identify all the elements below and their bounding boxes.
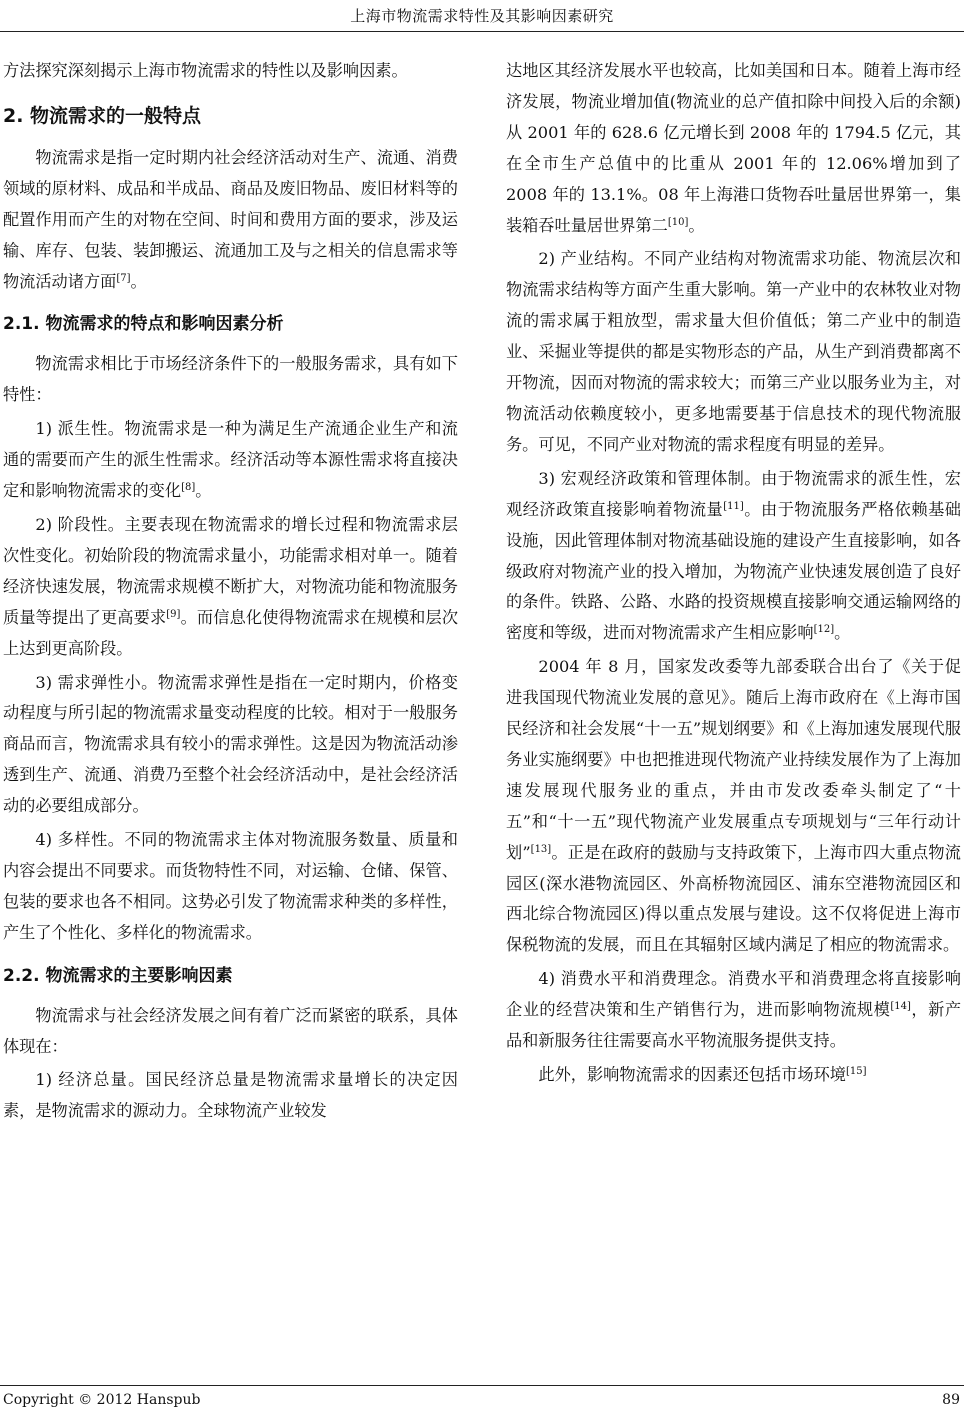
paragraph: 3) 宏观经济政策和管理体制。由于物流需求的派生性，宏观经济政策直接影响着物流量[11]。由于物流服务严格依赖基础设施，因此管理体制对物流基础设施的建设产生直接影响，如各级政府对物流产业的投入增加，为物流产业快速发展创造了良好的条件。铁路、公路、水路的投资规模直接影响交通运输网络的密度和等级，进而对物流需求产生相应影响[12]。 bbox=[506, 468, 961, 643]
section-heading: 2. 物流需求的一般特点 bbox=[3, 104, 202, 127]
running-header: 上海市物流需求特性及其影响因素研究 bbox=[350, 7, 614, 25]
header-rule bbox=[0, 31, 964, 32]
paragraph: 物流需求是指一定时期内社会经济活动对生产、流通、消费领域的原材料、成品和半成品、商品及废旧物品、废旧材料等的配置作用而产生的对物在空间、时间和费用方面的要求，涉及运输、库存、包装、装卸搬运、流通加工及与之相关的信息需求等物流活动诸方面[7]。 bbox=[3, 147, 458, 291]
paragraph: 达地区其经济发展水平也较高，比如美国和日本。随着上海市经济发展，物流业增加值(物流业的总产值扣除中间投入后的余额)从 2001 年的 628.6 亿元增长到 2008 年的 1794.5 亿元，其在全市生产总值中的比重从 2001 年的 12.06%增加到了 2008 年的 13.1%。08 年上海港口货物吞吐量居世界第一，集装箱吞吐量居世界第二[10]。 bbox=[506, 61, 961, 235]
subsection-heading: 2.1. 物流需求的特点和影响因素分析 bbox=[3, 314, 284, 335]
citation-ref: [13] bbox=[530, 843, 552, 855]
citation-ref: [10] bbox=[667, 216, 689, 228]
paragraph: 2004 年 8 月，国家发改委等九部委联合出台了《关于促进我国现代物流业发展的意见》。随后上海市政府在《上海市国民经济和社会发展“十一五”规划纲要》和《上海加速发展现代服务业实施纲要》中也把推进现代物流产业持续发展作为了上海加速发展现代服务业的重点，并由市发改委牵头制定了“十五”和“十一五”现代物流产业发展重点专项规划与“三年行动计划”[13]。正是在政府的鼓励与支持政策下，上海市四大重点物流园区(深水港物流园区、外高桥物流园区、浦东空港物流园区和西北综合物流园区)得以重点发展与建设。这不仅将促进上海市保税物流的发展，而且在其辐射区域内满足了相应的物流需求。 bbox=[506, 657, 961, 955]
paragraph: 3) 需求弹性小。物流需求弹性是指在一定时期内，价格变动程度与所引起的物流需求量变动程度的比较。相对于一般服务商品而言，物流需求具有较小的需求弹性。这是因为物流活动渗透到生产、流通、消费乃至整个社会经济活动中，是社会经济活动的必要组成部分。 bbox=[3, 672, 458, 816]
footer-rule bbox=[0, 1385, 964, 1386]
right-column bbox=[506, 56, 961, 1094]
paragraph: 物流需求相比于市场经济条件下的一般服务需求，具有如下特性： bbox=[3, 354, 458, 405]
citation-ref: [12] bbox=[813, 624, 835, 636]
paragraph: 1) 派生性。物流需求是一种为满足生产流通企业生产和流通的需要而产生的派生性需求。经济活动等本源性需求将直接决定和影响物流需求的变化[8]。 bbox=[3, 419, 458, 501]
paragraph: 此外，影响物流需求的因素还包括市场环境[15] bbox=[538, 1065, 867, 1084]
paragraph: 1) 经济总量。国民经济总量是物流需求量增长的决定因素，是物流需求的源动力。全球物流产业较发 bbox=[3, 1070, 458, 1121]
page-number: 89 bbox=[942, 1392, 960, 1408]
citation-ref: [7] bbox=[116, 272, 131, 284]
subsection-heading: 2.2. 物流需求的主要影响因素 bbox=[3, 965, 233, 986]
left-column bbox=[3, 56, 458, 1130]
citation-ref: [14] bbox=[890, 1001, 911, 1013]
paragraph: 2) 阶段性。主要表现在物流需求的增长过程和物流需求层次性变化。初始阶段的物流需求量小，功能需求相对单一。随着经济快速发展，物流需求规模不断扩大，对物流功能和物流服务质量等提出了更高要求[9]。而信息化使得物流需求在规模和层次上达到更高阶段。 bbox=[3, 514, 459, 658]
citation-ref: [11] bbox=[723, 500, 744, 512]
paragraph: 物流需求与社会经济发展之间有着广泛而紧密的联系，具体体现在： bbox=[3, 1005, 458, 1056]
paragraph: 2) 产业结构。不同产业结构对物流需求功能、物流层次和物流需求结构等方面产生重大影响。第一产业中的农林牧业对物流的需求属于粗放型，需求量大但价值低；第二产业中的制造业、采掘业等提供的都是实物形态的产品，从生产到消费都离不开物流，因而对物流的需求较大；而第三产业以服务业为主，对物流活动依赖度较小，更多地需要基于信息技术的现代物流服务。可见，不同产业对物流的需求程度有明显的差异。 bbox=[506, 249, 961, 454]
copyright-notice: Copyright © 2012 Hanspub bbox=[3, 1392, 201, 1408]
paragraph: 方法探究深刻揭示上海市物流需求的特性以及影响因素。 bbox=[3, 61, 408, 80]
citation-ref: [9] bbox=[166, 608, 181, 620]
citation-ref: [8] bbox=[181, 482, 196, 494]
paragraph: 4) 消费水平和消费理念。消费水平和消费理念将直接影响企业的经营决策和生产销售行为，进而影响物流规模[14]，新产品和新服务往往需要高水平物流服务提供支持。 bbox=[506, 969, 962, 1051]
paragraph: 4) 多样性。不同的物流需求主体对物流服务数量、质量和内容会提出不同要求。而货物特性不同，对运输、仓储、保管、包装的要求也各不相同。这势必引发了物流需求种类的多样性，产生了个性化、多样化的物流需求。 bbox=[3, 830, 458, 942]
citation-ref: [15] bbox=[845, 1066, 867, 1077]
